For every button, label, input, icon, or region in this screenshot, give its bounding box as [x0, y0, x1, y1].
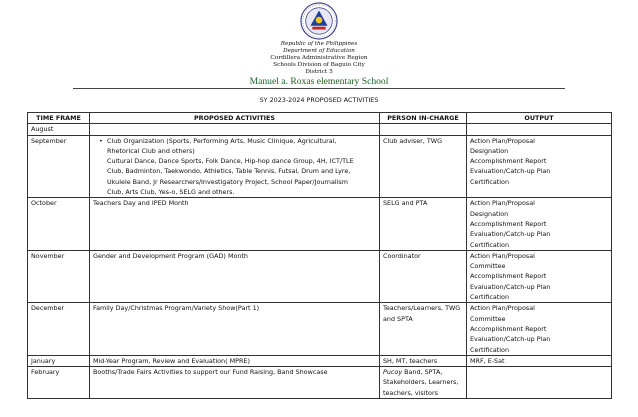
output-line: Designation: [470, 209, 509, 218]
output-line: Evaluation/Catch-up Plan: [470, 230, 551, 239]
person-line: and SPTA: [383, 314, 413, 323]
person-line: Teachers/Learners, TWG: [383, 304, 461, 313]
output-line: Committee: [470, 314, 506, 323]
output-line: Accomplishment Report: [470, 272, 547, 281]
cell-person-in-charge: [380, 135, 467, 198]
output-line: MRF, E-Sat: [470, 356, 505, 365]
output-line: Action Plan/Proposal: [470, 304, 535, 313]
cell-time-frame: February: [28, 367, 90, 399]
output-line: Certification: [470, 240, 509, 249]
output-line: Evaluation/Catch-up Plan: [470, 282, 551, 291]
output-line: Certification: [470, 177, 509, 186]
republic-line: Republic of the Philippines: [280, 41, 358, 47]
activity-line: Ukulele Band, Jr Researchers/Investigatory Project, School Paper/Journalism: [107, 177, 348, 186]
activity-line: Gender and Development Program (GAD) Month: [93, 251, 248, 260]
region-line: Cordillera Administrative Region: [270, 55, 368, 61]
output-line: Certification: [470, 293, 509, 302]
cell-output: [467, 124, 612, 135]
header-divider: [73, 88, 565, 89]
table-row: [28, 135, 612, 198]
col-header-person-in-charge: PERSON IN-CHARGE: [380, 113, 467, 124]
cell-proposed-activities: [90, 367, 380, 399]
output-line: Committee: [470, 262, 506, 271]
table-header-row: [28, 113, 612, 124]
table-row: [28, 250, 612, 302]
cell-output: [467, 250, 612, 302]
output-line: Designation: [470, 146, 509, 155]
division-line: Schools Division of Baguio City: [273, 62, 365, 68]
person-line: teachers, visitors: [383, 388, 438, 397]
col-header-output: OUTPUT: [467, 113, 612, 124]
cell-person-in-charge: [380, 367, 467, 399]
person-line: Club adviser, TWG: [383, 136, 443, 145]
person-line: Stakeholders, Learners,: [383, 378, 459, 387]
output-line: Action Plan/Proposal: [470, 199, 535, 208]
person-italic-text: Pucoy: [383, 368, 403, 377]
output-line: Accomplishment Report: [470, 219, 547, 228]
activity-line: Family Day/Christmas Program/Variety Show(Part 1): [93, 304, 260, 313]
col-header-proposed-activities: PROPOSED ACTIVITIES: [90, 113, 380, 124]
cell-person-in-charge: [380, 198, 467, 250]
cell-proposed-activities: [90, 198, 380, 250]
table-row: [28, 355, 612, 366]
activity-line: Booths/Trade Fairs Activities to support our Fund Raising, Band Showcase: [93, 368, 328, 377]
cell-time-frame: September: [28, 135, 90, 198]
cell-proposed-activities: [90, 355, 380, 366]
person-line: SELG and PTA: [383, 199, 428, 208]
cell-proposed-activities: [90, 303, 380, 355]
activity-line: • Club Organization (Sports, Performing Arts, Music Clinique, Agricultural,: [107, 136, 337, 145]
table-row: [28, 198, 612, 250]
cell-output: [467, 135, 612, 198]
output-line: Certification: [470, 345, 509, 354]
deped-seal-icon: [300, 2, 338, 40]
cell-proposed-activities: [90, 124, 380, 135]
output-line: Evaluation/Catch-up Plan: [470, 335, 551, 344]
cell-time-frame: August: [28, 124, 90, 135]
cell-output: [467, 367, 612, 399]
col-header-time-frame: TIME FRAME: [28, 113, 90, 124]
district-line: District 5: [305, 69, 333, 75]
output-line: Accomplishment Report: [470, 324, 547, 333]
activity-line: Cultural Dance, Dance Sports, Folk Dance, Hip-hop dance Group, 4H, ICT/TLE: [107, 157, 354, 166]
cell-person-in-charge: [380, 355, 467, 366]
activity-bullet-item: [93, 136, 376, 198]
table-row: [28, 124, 612, 135]
table-row: [28, 303, 612, 355]
activity-line: Teachers Day and IPED Month: [93, 199, 189, 208]
activity-line: Mid-Year Program, Review and Evaluation( MPRE): [93, 356, 250, 365]
table-body: [28, 124, 612, 399]
activity-line: Club, Arts Club, Yes-o, SELG and others.: [107, 188, 235, 197]
cell-output: [467, 303, 612, 355]
person-line: Pucoy Band, SPTA,: [383, 368, 443, 377]
school-name: Manuel a. Roxas elementary School: [249, 76, 389, 87]
cell-time-frame: January: [28, 355, 90, 366]
table-row: [28, 367, 612, 399]
activities-table: [27, 112, 612, 399]
cell-time-frame: October: [28, 198, 90, 250]
cell-proposed-activities: [90, 135, 380, 198]
output-line: Accomplishment Report: [470, 157, 547, 166]
person-line: SH, MT, teachers: [383, 356, 438, 365]
activity-line: Rhetorical Club and others): [107, 146, 195, 155]
cell-person-in-charge: [380, 124, 467, 135]
department-line: Department of Education: [283, 48, 355, 54]
cell-proposed-activities: [90, 250, 380, 302]
person-line: Coordinator: [383, 251, 421, 260]
activity-line: Club, Badminton, Taekwondo, Athletics, Table Tennis, Futsal, Drum and Lyre,: [107, 167, 351, 176]
cell-person-in-charge: [380, 303, 467, 355]
cell-time-frame: November: [28, 250, 90, 302]
cell-person-in-charge: [380, 250, 467, 302]
cell-time-frame: December: [28, 303, 90, 355]
cell-output: [467, 198, 612, 250]
document-title: SY 2023-2024 PROPOSED ACTIVITIES: [259, 96, 379, 104]
output-line: Action Plan/Proposal: [470, 251, 535, 260]
output-line: Evaluation/Catch-up Plan: [470, 167, 551, 176]
cell-output: [467, 355, 612, 366]
output-line: Action Plan/Proposal: [470, 136, 535, 145]
